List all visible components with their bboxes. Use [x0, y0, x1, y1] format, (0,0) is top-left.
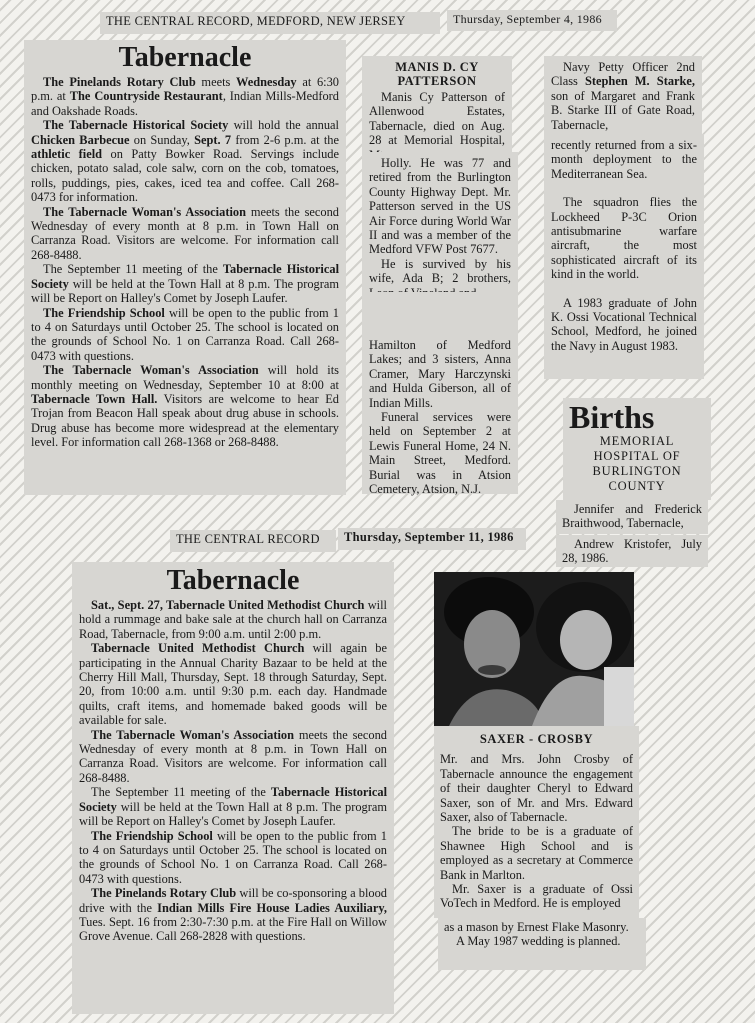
hospital-name: HOSPITAL OF	[593, 449, 681, 463]
obituary-part4	[362, 334, 518, 497]
tabernacle-column-sept4	[24, 40, 346, 495]
obituary-part1	[362, 56, 512, 158]
notice-paragraph: The Pinelands Rotary Club meets Wednesday at 6:30 p.m. at The Countryside Restaurant, Indian Mills-Medford and Oakshade Roads.	[31, 75, 339, 118]
hospital-name: COUNTY	[608, 479, 666, 493]
births-title: Births	[569, 399, 655, 435]
notice-paragraph: The Friendship School will be open to the public from 1 to 4 on Saturdays until October 25. The school is located on the grounds of School No. 1 on Carranza Road. Call 268-0473 with questions.	[79, 828, 387, 886]
notice-paragraph: The Tabernacle Woman's Association meets the second Wednesday of every month at 8 p.m. in Town Hall on Carranza Road. Visitors are welcome. For information call 268-8488.	[31, 204, 339, 262]
obituary-part2	[362, 152, 518, 292]
obituary-part3	[362, 292, 518, 337]
navy-article-part2	[544, 134, 704, 379]
birth-entry-child	[556, 535, 708, 567]
newspaper-name: THE CENTRAL RECORD	[176, 532, 320, 546]
birth-entry: Jennifer and Frederick Braithwood, Tabernacle,	[562, 502, 702, 531]
engagement-article-end	[438, 918, 646, 970]
engagement-text: as a mason by Ernest Flake Masonry.	[444, 920, 629, 934]
notice-paragraph: The Tabernacle Woman's Association will hold its monthly meeting on Wednesday, September 10 at 8:00 at Tabernacle Town Hall. Visitors are welcome to hear Ed Trojan from Beacon Hall speak about drug abuse in schools. Drug abuse has become more widespread at the elementary level. For information call 268-1368 or 268-8488.	[31, 363, 339, 450]
notice-paragraph: The September 11 meeting of the Tabernacle Historical Society will be held at the Town Hall at 8 p.m. The program will be Report on Halley's Comet by Joseph Laufer.	[79, 785, 388, 829]
engagement-title: SAXER - CROSBY	[479, 732, 594, 746]
births-header	[563, 398, 711, 500]
hospital-name: BURLINGTON	[592, 464, 682, 478]
navy-article-part1	[544, 56, 702, 136]
issue-date: Thursday, September 4, 1986	[453, 12, 602, 26]
navy-text: A 1983 graduate of John K. Ossi Vocational Technical School, Medford, he joined the Navy in August 1983.	[551, 295, 697, 353]
notice-paragraph: The Pinelands Rotary Club will be co-sponsoring a blood drive with the Indian Mills Fire House Ladies Auxiliary, Tues. Sept. 16 from 2:30-7:30 p.m. at the Fire Hall on Willow Grove Avenue. Call 268-2828 with questions.	[79, 886, 387, 944]
notice-paragraph: The September 11 meeting of the Tabernacle Historical Society will be held at the Town Hall at 8 p.m. The program will be Report on Halley's Comet by Joseph Laufer.	[31, 262, 340, 306]
obituary-text: Hamilton of Medford Lakes; and 3 sisters, Anna Cramer, Mary Harczynski and Hulda Giberson, all of Indian Mills.	[369, 338, 511, 410]
section-title: Tabernacle	[166, 565, 300, 596]
birth-entry-parents	[556, 500, 708, 534]
engagement-text: The bride to be is a graduate of Shawnee High School and is employed as a secretary at Commerce Bank in Marlton.	[440, 824, 633, 882]
engagement-text: A May 1987 wedding is planned.	[456, 934, 621, 949]
navy-text: The squadron flies the Lockheed P-3C Orion antisubmarine warfare aircraft, the most sophisticated aircraft of its kind in the world.	[551, 195, 697, 282]
issue-date: Thursday, September 11, 1986	[344, 530, 514, 544]
notice-paragraph: The Tabernacle Historical Society will hold the annual Chicken Barbecue on Sunday, Sept. 7 from 2-6 p.m. at the athletic field on Patty Bowker Road. Servings include chicken, potato salad, cole salw, corn on the cob, tomatoes, rolls, puddings, pies, cakes, iced tea and coffee. Call 268-0473 for information.	[31, 118, 339, 205]
obituary-text: Manis Cy Patterson of Allenwood Estates, Tabernacle, died on Aug. 28 at Memorial Hospital,	[369, 90, 505, 148]
notice-paragraph: The Tabernacle Woman's Association meets the second Wednesday of every month at 8 p.m. in Town Hall on Carranza Road. Visitors are welcome. For information call 268-8488.	[79, 727, 387, 785]
newspaper-header-sept4	[100, 12, 440, 34]
obituary-text: Funeral services were held on September 2 at Lewis Funeral Home, 24 N. Main Street, Medford. Burial was in Atsion Cemetery, Atsion, N.J.	[369, 410, 511, 497]
obituary-text: He is survived by his wife, Ada B; 2 brothers,	[369, 256, 511, 286]
engagement-article	[434, 726, 639, 918]
tabernacle-column-sept11	[72, 562, 394, 1014]
hospital-name: MEMORIAL	[599, 434, 675, 448]
engagement-photo	[434, 572, 634, 726]
notice-paragraph: The Friendship School will be open to the public from 1 to 4 on Saturdays until October 25. The school is located on the grounds of School No. 1 on Carranza Road. Call 268-0473 with questions.	[31, 305, 339, 363]
tab1-body	[31, 75, 339, 450]
couple-photo-image	[434, 572, 634, 726]
newspaper-name: THE CENTRAL RECORD, MEDFORD, NEW JERSEY	[106, 14, 406, 28]
navy-text: Navy Petty Officer 2nd Class Stephen M. Starke, son of Margaret and Frank B. Starke III of Gate Road, Tabernacle,	[551, 60, 695, 132]
engagement-text: Mr. Saxer is a graduate of Ossi VoTech in Medford. He is employed	[440, 882, 633, 911]
obituary-text: Holly. He was 77 and retired from the Burlington County Highway Dept. Mr. Patterson served in the US Air Force during World War II and was a member of the Medford VFW Post 7677.	[369, 156, 511, 257]
engagement-text: Mr. and Mrs. John Crosby of Tabernacle announce the engagement of their daughter Cheryl to Edward Saxer, son of Mr. and Mrs. Edward Saxer, also of Tabernacle.	[440, 752, 633, 825]
newspaper-header-sept11	[170, 530, 336, 552]
birth-entry: Andrew Kristofer, July 28, 1986.	[562, 537, 702, 566]
notice-paragraph: Tabernacle United Methodist Church will again be participating in the Annual Charity Bazaar to be held at the Cherry Hill Mall, Thursday, Sept. 18 through Saturday, Sept. 20, from 10:00 a.m. until 9:30 p.m. each day. Handmade quilts, craft items, and homemade baked goods will be available for sale.	[79, 641, 387, 728]
navy-text: recently returned from a six-month deployment to the Mediterranean Sea.	[551, 138, 697, 181]
issue-date-sept11	[338, 528, 526, 550]
notice-paragraph: Sat., Sept. 27, Tabernacle United Methodist Church will hold a rummage and bake sale at the church hall on Carranza Road, Tabernacle, from 9:00 a.m. until 2:00 p.m.	[79, 598, 388, 641]
tab2-body	[79, 598, 387, 944]
obituary-title: MANIS D. CY PATTERSON	[395, 60, 479, 88]
section-title: Tabernacle	[118, 42, 252, 73]
issue-date-sept4	[447, 10, 617, 31]
